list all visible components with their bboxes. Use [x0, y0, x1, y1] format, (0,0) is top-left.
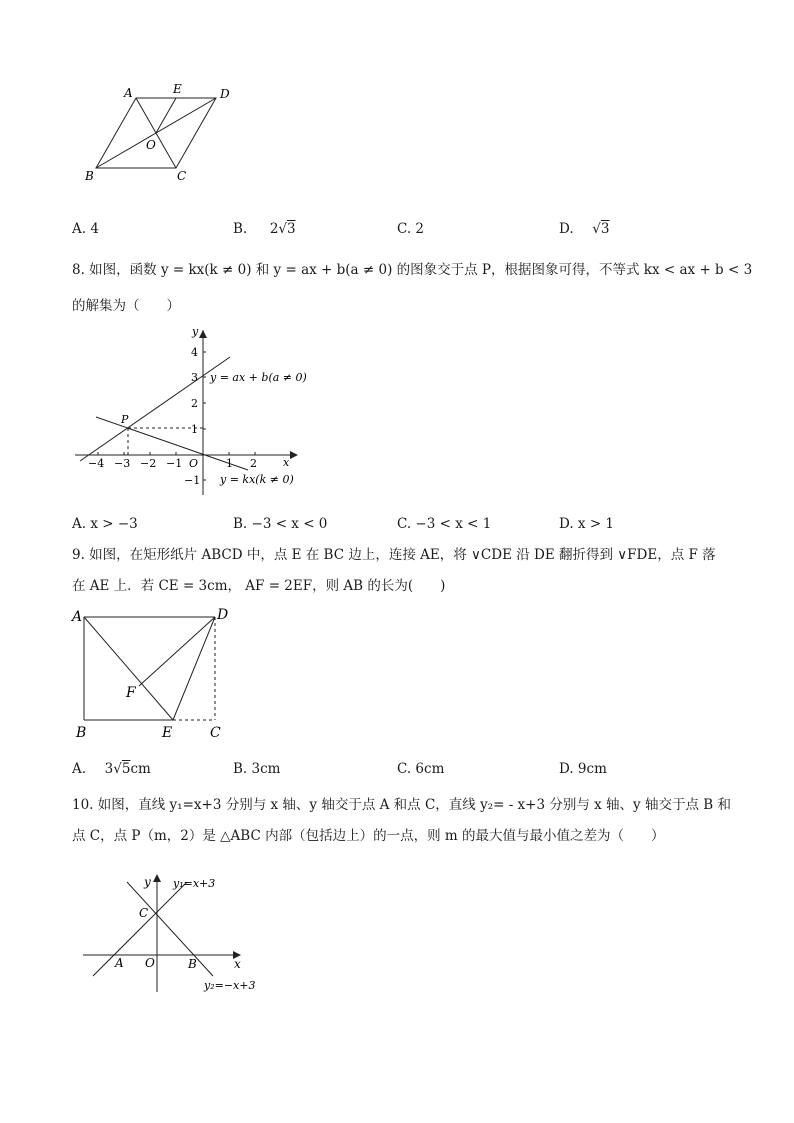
q10-question-line2: 点 C，点 P（m，2）是 △ABC 内部（包括边上）的一点，则 m 的最大值与最小值之差为（ ）: [72, 828, 665, 844]
q9-label-F: F: [126, 685, 136, 701]
q10-label-B: B: [188, 957, 197, 971]
sqrt-icon: √: [113, 761, 122, 777]
q8-point-p-label: P: [121, 413, 129, 426]
q10-label-A: A: [115, 956, 124, 970]
q8-option-a[interactable]: A. x > −3: [72, 516, 138, 532]
q8-x-tick-label: −4: [88, 457, 105, 470]
fig7-label-C: C: [177, 169, 187, 183]
q7-option-d[interactable]: [559, 220, 609, 238]
q8-y-tick-label: 3: [191, 371, 198, 384]
x-axis-arrow-icon: [290, 451, 298, 459]
q8-x-tick-label: −2: [140, 457, 157, 470]
q7-figure: [80, 80, 240, 190]
q9-option-d[interactable]: D. 9cm: [559, 761, 607, 777]
q7-option-d-prefix: D.: [559, 221, 574, 237]
q7-option-d-radicand: 3: [600, 221, 610, 237]
q9-option-a-radicand: 5: [121, 761, 131, 777]
q9-label-E: E: [162, 725, 173, 741]
q9-option-c[interactable]: C. 6cm: [397, 761, 445, 777]
q10-figure: [75, 868, 275, 998]
q7-option-a[interactable]: A. 4: [72, 221, 99, 237]
q8-axis-y-label: y: [192, 325, 199, 338]
q8-option-b[interactable]: B. −3 < x < 0: [233, 516, 328, 532]
q9-label-D: D: [217, 607, 229, 623]
fig7-label-A: A: [124, 86, 133, 100]
q10-label-O: O: [145, 956, 155, 970]
q8-x-tick-label: 2: [250, 457, 257, 470]
q8-x-tick-label: −3: [114, 457, 131, 470]
q9-label-C: C: [210, 725, 221, 741]
q9-label-A: A: [72, 609, 83, 625]
q7-option-b-value: 2: [269, 221, 279, 237]
q8-y-tick-label: −1: [184, 474, 201, 487]
q10-eq-y1: y₁=x+3: [173, 877, 216, 890]
q8-question-line1: 8. 如图，函数 y = kx(k ≠ 0) 和 y = ax + b(a ≠ 0) 的图象交于点 P，根据图象可得，不等式 kx < ax + b < 3: [72, 262, 753, 278]
q9-question-line2: 在 AE 上．若 CE = 3cm， AF = 2EF，则 AB 的长为( ): [72, 578, 446, 594]
y-axis-arrow-icon: [153, 874, 161, 882]
q8-eq-lower: y = kx(k ≠ 0): [220, 473, 294, 486]
sqrt-icon: √: [278, 221, 288, 237]
q7-option-b[interactable]: [233, 220, 296, 238]
fig7-label-E: E: [173, 82, 182, 96]
sqrt-icon: √: [592, 221, 601, 237]
q7-option-b-prefix: B.: [233, 221, 248, 237]
y-axis-arrow-icon: [199, 330, 207, 338]
q10-question-line1: 10. 如图，直线 y₁=x+3 分别与 x 轴、y 轴交于点 A 和点 C，直线 y₂= - x+3 分别与 x 轴、y 轴交于点 B 和: [72, 797, 731, 813]
q8-eq-upper: y = ax + b(a ≠ 0): [210, 371, 307, 384]
line-y-ax-b: [80, 357, 230, 461]
q8-axis-x-label: x: [283, 456, 290, 469]
q8-y-tick-label: 1: [191, 423, 198, 436]
q8-origin-label: O: [189, 457, 199, 470]
q8-graph: [70, 325, 320, 500]
fig7-label-D: D: [220, 87, 230, 101]
q10-label-C: C: [139, 906, 149, 920]
q9-option-a-coef: 3: [104, 761, 114, 777]
q9-option-a[interactable]: [72, 760, 151, 778]
q8-y-tick-label: 4: [191, 346, 198, 359]
q8-option-c[interactable]: C. −3 < x < 1: [397, 516, 492, 532]
q9-option-b[interactable]: B. 3cm: [233, 761, 281, 777]
q7-option-b-radicand: 3: [287, 221, 296, 237]
q9-figure: [70, 603, 240, 743]
q8-x-tick-label: 1: [226, 457, 233, 470]
fig7-label-O: O: [146, 138, 156, 152]
q8-option-d[interactable]: D. x > 1: [559, 516, 615, 532]
q9-option-a-prefix: A.: [72, 761, 87, 777]
q8-x-tick-label: −1: [166, 457, 183, 470]
q8-question-line2: 的解集为（ ）: [72, 298, 180, 314]
q10-axis-y-label: y: [144, 875, 151, 889]
q9-option-a-unit: cm: [130, 761, 151, 777]
q8-y-tick-label: 2: [191, 397, 198, 410]
q10-eq-y2: y₂=−x+3: [204, 979, 256, 992]
fig7-label-B: B: [85, 169, 94, 183]
q9-label-B: B: [76, 725, 87, 741]
q9-question-line1: 9. 如图，在矩形纸片 ABCD 中，点 E 在 BC 边上，连接 AE，将 ∨CDE 沿 DE 翻折得到 ∨FDE，点 F 落: [72, 547, 716, 563]
q7-option-c[interactable]: C. 2: [397, 221, 425, 237]
q10-axis-x-label: x: [234, 957, 241, 971]
